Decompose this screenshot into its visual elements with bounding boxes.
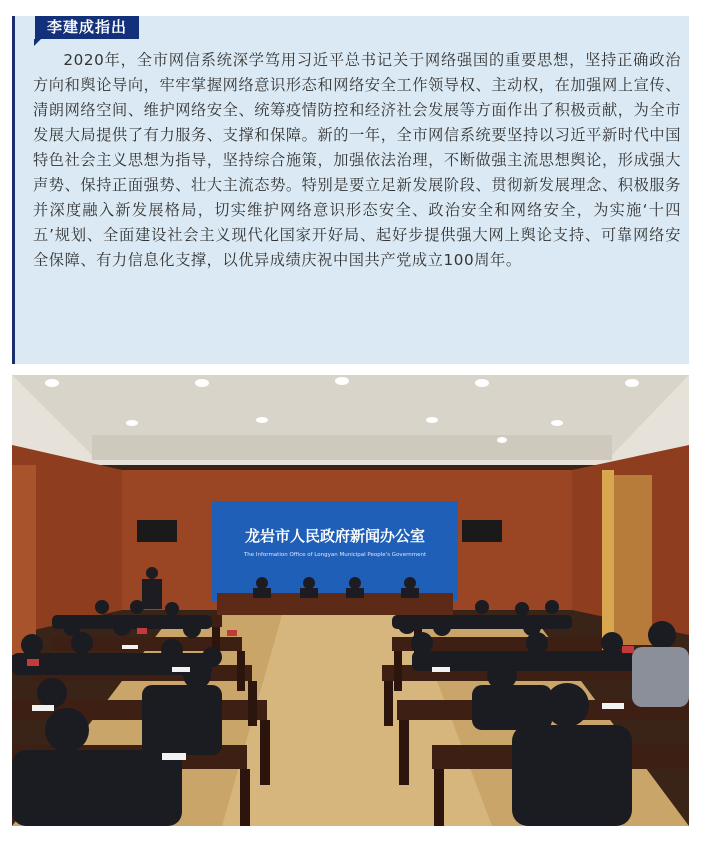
backdrop-title: 龙岩市人民政府新闻办公室 [244, 527, 426, 545]
heading-corner-decoration [34, 39, 41, 46]
backdrop-subtitle: The Information Office of Longyan Municipal People's Government [243, 552, 427, 558]
quote-paragraph: 2020年，全市网信系统深学笃用习近平总书记关于网络强国的重要思想，坚持正确政治方向和舆论导向，牢牢掌握网络意识形态和网络安全工作领导权、主动权，在加强网上宣传、清朗网络空间、维护网络安全、统筹疫情防控和经济社会发展等方面作出了积极贡献，为全市发展大局提供了有力服务、支撑和保障。新的一年，全市网信系统要坚持以习近平新时代中国特色社会主义思想为指导，坚持综合施策，加强依法治理，不断做强主流思想舆论，形成强大声势、保持正面强势、壮大主流态势。特别是要立足新发展阶段、贯彻新发展理念、积极服务并深度融入新发展格局，切实维护网络意识形态安全、政治安全和网络安全，为实施‘十四五’规划、全面建设社会主义现代化国家开好局、起好步提供强大网上舆论支持、可靠网络安全保障、有力信息化支撑，以优异成绩庆祝中国共产党成立100周年。 [33, 51, 681, 269]
quote-box [12, 16, 689, 364]
speaker-heading: 李建成指出 [35, 16, 139, 39]
press-conference-photo [12, 375, 689, 826]
backdrop-screen [212, 501, 458, 601]
